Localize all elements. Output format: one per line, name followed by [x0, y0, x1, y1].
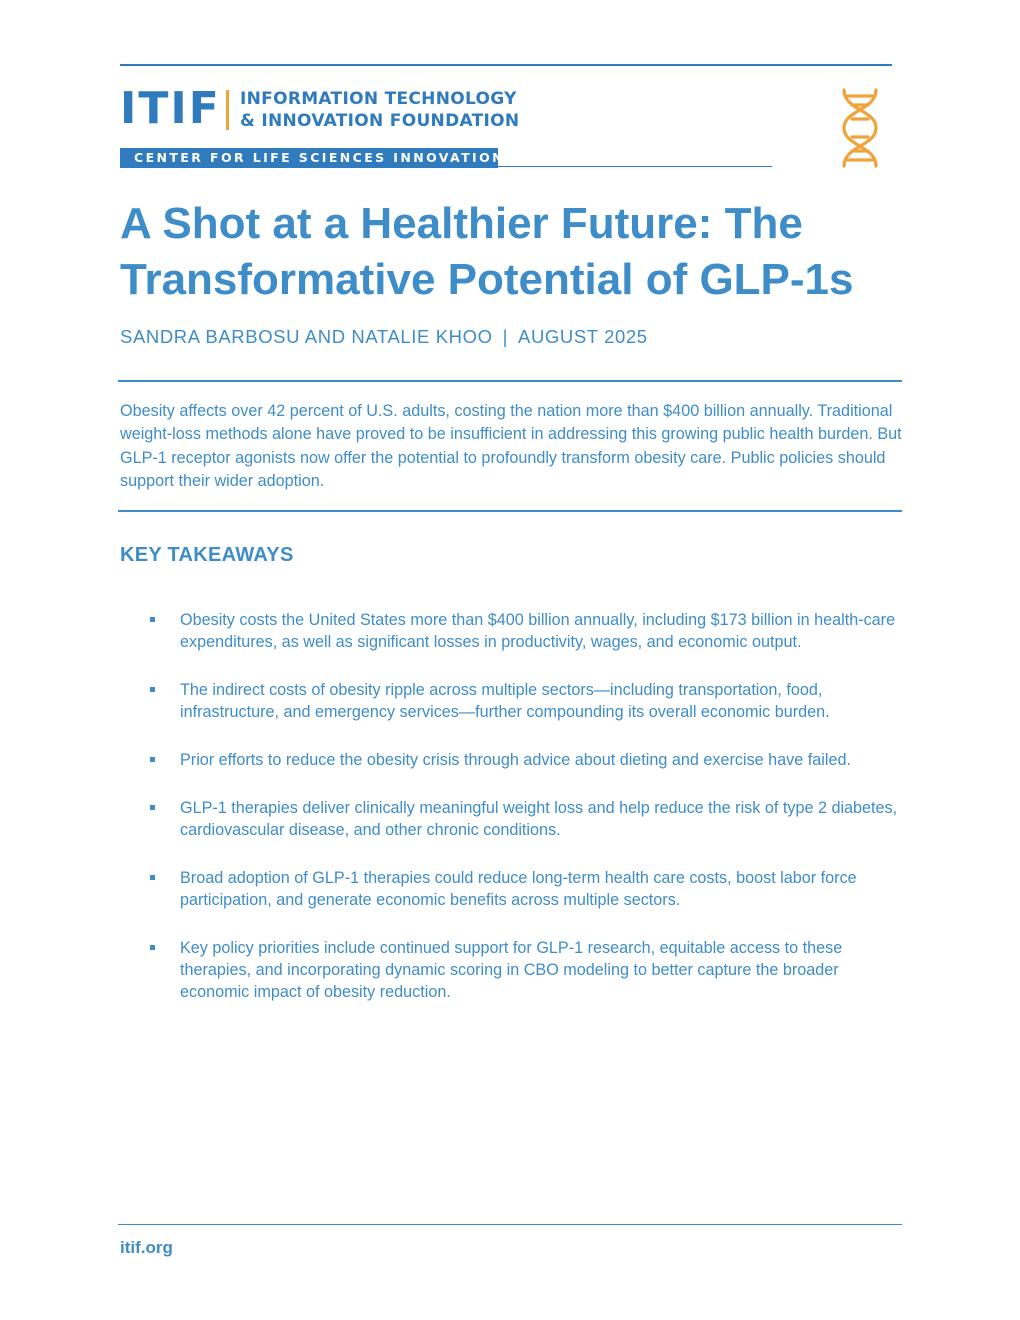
- takeaway-text: GLP-1 therapies deliver clinically meaningful weight loss and help reduce the risk of type 2 diabetes, cardiovascular disease, and other chronic conditions.: [180, 799, 898, 839]
- takeaway-text: Broad adoption of GLP-1 therapies could reduce long-term health care costs, boost labor force participation, and generate economic benefits across multiple sectors.: [180, 869, 857, 909]
- list-item: [150, 937, 902, 1003]
- banner-rule: [498, 166, 772, 167]
- bullet-icon: [150, 805, 155, 810]
- list-item: [150, 679, 902, 723]
- bullet-icon: [150, 875, 155, 880]
- key-takeaways-heading: KEY TAKEAWAYS: [120, 544, 294, 566]
- footer-website-link[interactable]: itif.org: [120, 1238, 173, 1257]
- bullet-icon: [150, 617, 155, 622]
- list-item: [150, 797, 902, 841]
- list-item: [150, 749, 902, 771]
- summary-text: Obesity affects over 42 percent of U.S. adults, costing the nation more than $400 billion annually. Traditional weight-loss methods alone have proved to be insufficient in addressing this growing public health burden. But GLP-1 receptor agonists now offer the potential to profoundly transform obesity care. Public policies should support their wider adoption.: [120, 402, 902, 490]
- itif-logo: ITIF: [120, 83, 221, 134]
- footer-rule: [118, 1224, 902, 1225]
- org-name-line2: & INNOVATION FOUNDATION: [240, 111, 520, 131]
- bullet-icon: [150, 945, 155, 950]
- bullet-icon: [150, 757, 155, 762]
- key-takeaways-list: [150, 609, 902, 1003]
- list-item: [150, 867, 902, 911]
- org-name-line1: INFORMATION TECHNOLOGY: [240, 89, 517, 109]
- takeaway-text: Obesity costs the United States more than $400 billion annually, including $173 billion in health-care expenditures, as well as significant losses in productivity, wages, and economic output.: [180, 611, 896, 651]
- publication-date: AUGUST 2025: [518, 326, 648, 347]
- takeaway-text: Key policy priorities include continued support for GLP-1 research, equitable access to these therapies, and incorporating dynamic scoring in CBO modeling to better capture the broader economic impact of obesity reduction.: [180, 939, 843, 1001]
- bullet-icon: [150, 687, 155, 692]
- takeaway-text: Prior efforts to reduce the obesity crisis through advice about dieting and exercise have failed.: [180, 751, 851, 769]
- takeaway-text: The indirect costs of obesity ripple across multiple sectors—including transportation, food, infrastructure, and emergency services—further compounding its overall economic burden.: [180, 681, 830, 721]
- byline-separator: |: [502, 326, 508, 347]
- header-top-rule: [120, 64, 892, 66]
- org-name: [240, 88, 519, 132]
- byline: [120, 326, 648, 348]
- logo-divider: [226, 90, 229, 130]
- title-line-1: A Shot at a Healthier Future: The: [120, 199, 803, 248]
- list-item: [150, 609, 902, 653]
- center-name-banner: CENTER FOR LIFE SCIENCES INNOVATION: [120, 148, 498, 168]
- dna-helix-icon: [838, 88, 882, 168]
- report-title: [120, 196, 900, 308]
- summary-top-rule: [118, 380, 902, 382]
- summary-bottom-rule: [118, 510, 902, 512]
- title-line-2: Transformative Potential of GLP-1s: [120, 255, 854, 304]
- authors: SANDRA BARBOSU AND NATALIE KHOO: [120, 326, 493, 347]
